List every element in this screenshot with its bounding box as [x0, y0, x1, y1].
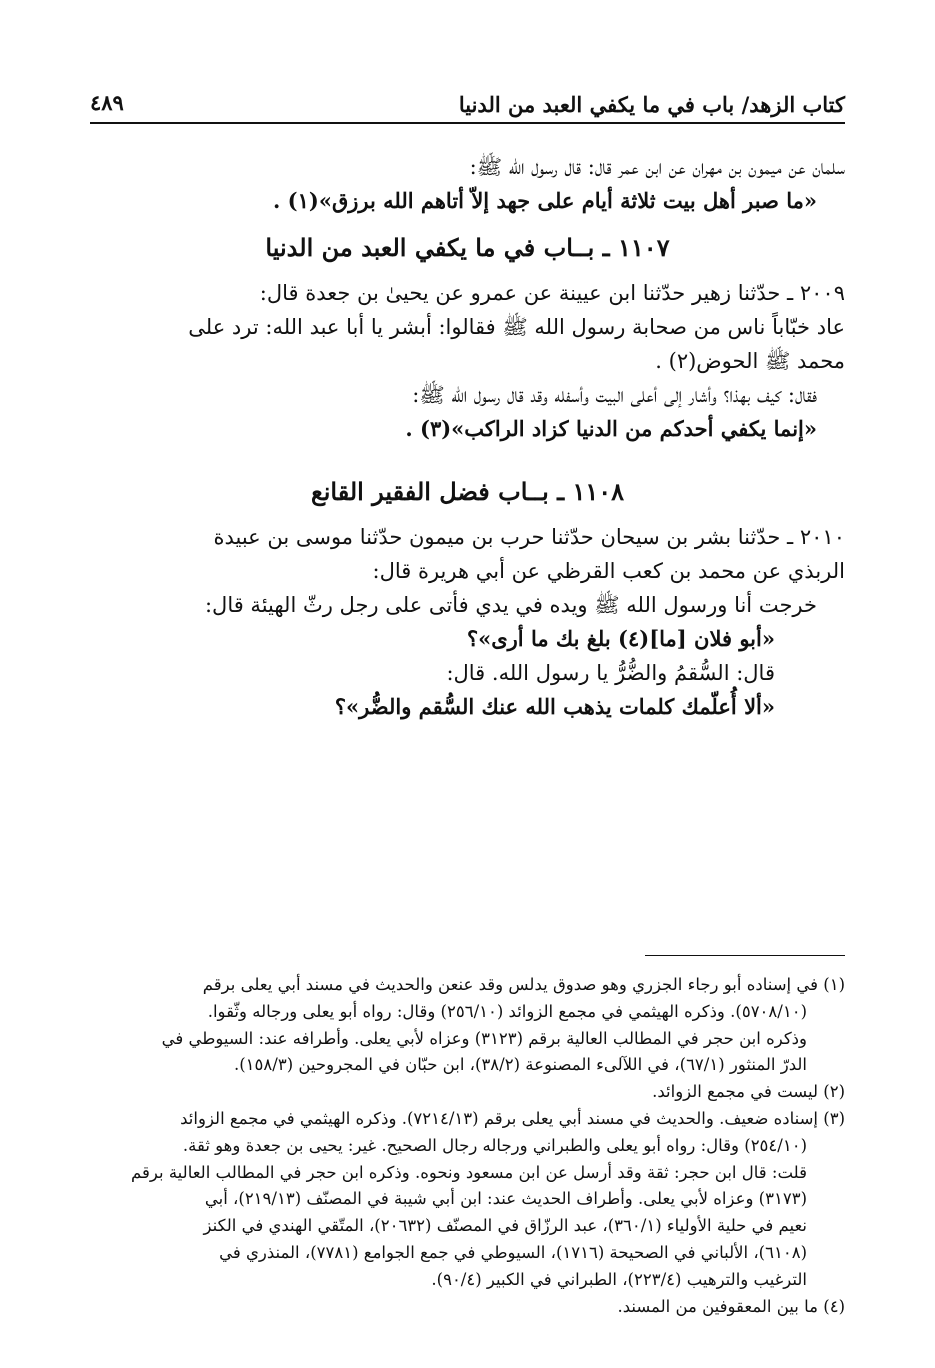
footnote-line: نعيم في حلية الأولياء (٣٦٠/١)، عبد الرزّاق في المصنّف (٢٠٦٣٢)، المتّقي الهندي في الكنز — [203, 1216, 807, 1236]
text-line: خرجت أنا ورسول الله ﷺ ويده في يدي فأتى على رجل رثّ الهيئة قال: — [204, 593, 817, 617]
text-line: محمد ﷺ الحوض(٢) . — [655, 349, 845, 373]
hadith-quote-line: «ما صبر أهل بيت ثلاثة أيام على جهد إلاّ أتاهم الله برزق»(١) . — [273, 188, 817, 213]
footnotes — [90, 972, 845, 1320]
footnote-line: الترغيب والترهيب (٢٢٣/٤)، الطبراني في الكبير (٩٠/٤). — [431, 1269, 807, 1289]
hadith-2009-isnad: ٢٠٠٩ ـ حدّثنا زهير حدّثنا ابن عيينة عن عمرو عن يحيىٰ بن جعدة قال: — [259, 281, 845, 305]
footnote-2: (٢) ليست في مجمع الزوائد. — [652, 1082, 845, 1102]
main-text — [90, 150, 845, 724]
footnote-4: (٤) ما بين المعقوفين من المسند. — [617, 1296, 845, 1316]
text-line: عاد خبّاباً ناس من صحابة رسول الله ﷺ فقالوا: أبشر يا أبا عبد الله: ترد على — [188, 315, 845, 339]
hadith-quote-line: «ألا أُعلّمك كلمات يذهب الله عنك السُّقم والضُّر»؟ — [334, 694, 775, 719]
text-line: الربذي عن محمد بن كعب القرظي عن أبي هريرة قال: — [372, 559, 845, 583]
footnote-line: الدرّ المنثور (٦٧/١)، في اللآلىء المصنوعة (٣٨/٢)، ابن حبّان في المجروحين (١٥٨/٣). — [233, 1055, 807, 1075]
running-header — [90, 88, 845, 124]
hadith-quote-line: «أبو فلان [ما](٤) بلغ بك ما أرى»؟ — [466, 626, 775, 651]
text-line: فقال: كيف بهذا؟ وأشار إلى أعلى البيت وأسفله وقد قال رسول الله ﷺ: — [412, 383, 817, 407]
footnote-line: وذكره ابن حجر في المطالب العالية برقم (٣١٢٣) وعزاه لأبي يعلى. وأطرافه عند: السيوطي في — [161, 1028, 807, 1048]
footnote-line: (٣١٧٣) وعزاه لأبي يعلى. وأطراف الحديث عند: ابن أبي شيبة في المصنّف (٢١٩/١٣)، أبي — [204, 1189, 807, 1209]
text-line: سلمان عن ميمون بن مهران عن ابن عمر قال: قال رسول الله ﷺ: — [469, 155, 845, 179]
footnote-line: (٢٥٤/١٠) وقال: رواه أبو يعلى والطبراني ورجاله رجال الصحيح. غير: يحيى بن جعدة وهو ثقة. — [182, 1135, 807, 1155]
page-number: ٤٨٩ — [90, 90, 124, 115]
footnote-line: (٥٧٠٨/١٠). وذكره الهيثمي في مجمع الزوائد (٢٥٦/١٠) وقال: رواه أبو يعلى ورجاله وثّقوا. — [207, 1001, 807, 1021]
footnote-1: (١) في إسناده أبو رجاء الجزري وهو صدوق يدلس وقد عنعن والحديث في مسند أبي يعلى برقم — [202, 975, 845, 994]
book-page — [90, 88, 845, 1328]
text-line: قال: السُّقمُ والضُّرُّ يا رسول الله. قال: — [446, 661, 775, 685]
chapter-heading-1107: ١١٠٧ ـ بــاب في ما يكفي العبد من الدنيا — [265, 233, 670, 262]
hadith-quote-line: «إنما يكفي أحدكم من الدنيا كزاد الراكب»(٣) . — [405, 416, 817, 441]
running-title: كتاب الزهد/ باب في ما يكفي العبد من الدنيا — [458, 92, 845, 117]
footnote-line: قلت: قال ابن حجر: ثقة وقد أرسل عن ابن مسعود ونحوه. وذكره ابن حجر في المطالب العالية برقم — [131, 1162, 807, 1182]
chapter-heading-1108: ١١٠٨ ـ بــاب فضل الفقير القانع — [310, 477, 625, 506]
footnote-line: (٦١٠٨)، الألباني في الصحيحة (١٧١٦)، السيوطي في جمع الجوامع (٧٧٨١)، المنذري في — [219, 1242, 807, 1262]
footnote-separator — [645, 955, 845, 956]
footnote-3: (٣) إسناده ضعيف. والحديث في مسند أبي يعلى برقم (٧٢١٤/١٣). وذكره الهيثمي في مجمع الزوائد — [180, 1108, 845, 1128]
hadith-2010-isnad: ٢٠١٠ ـ حدّثنا بشر بن سيحان حدّثنا حرب بن ميمون حدّثنا موسى بن عبيدة — [213, 525, 845, 549]
